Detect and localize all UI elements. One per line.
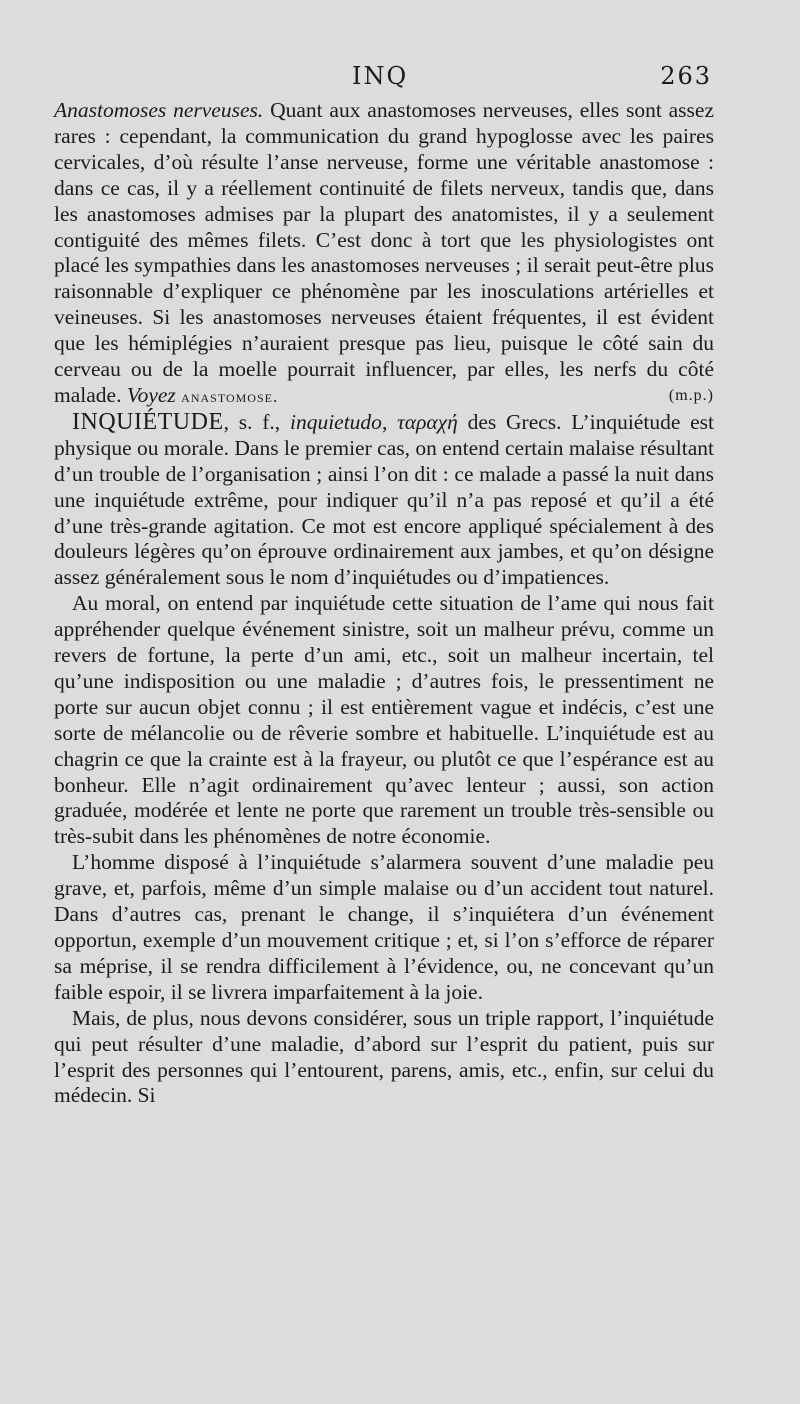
cross-reference: anastomose.	[181, 386, 279, 406]
running-head: INQ	[352, 62, 409, 90]
entry-subheading: Anastomoses nerveuses.	[54, 98, 264, 122]
body-text	[54, 98, 714, 1109]
entry-headword: INQUIÉTUDE	[72, 408, 224, 435]
greek-term: ταραχή	[397, 409, 458, 434]
paragraph-triple-rapport: Mais, de plus, nous devons considérer, sous un triple rapport, l’inquiétude qui peut résulter d’une maladie, d’abord sur l’esprit du patient, puis sur l’esprit des personnes qui l’entourent, parens, amis, etc., enfin, sur celui du médecin. Si	[54, 1005, 714, 1108]
grammar-note: , s. f.,	[223, 409, 290, 434]
paragraph-anastomoses	[54, 98, 714, 410]
paragraph-text: des Grecs. L’inquiétude est physique ou morale. Dans le premier cas, on entend certain malaise résultant d’un trouble de l’organisation ; ainsi l’on dit : ce malade a passé la nuit dans une inquiétude extrême, pour indiquer qu’il n’a pas reposé et qu’il a été d’une très-grande agitation. Ce mot est encore appliqué spécialement à des douleurs légères qu’on éprouve ordinairement aux jambes, et qu’on désigne assez généralement sous le nom d’inquiétudes ou d’impatiences.	[54, 409, 715, 590]
paragraph-entry-inquietude	[54, 410, 714, 591]
paragraph-homme: L’homme disposé à l’inquiétude s’alarmera souvent d’une maladie peu grave, et, parfois, même d’un simple malaise ou d’un accident tout naturel. Dans d’autres cas, prenant le change, il s’inquiétera d’un événement opportun, exemple d’un mouvement critique ; et, si l’on s’efforce de réparer sa méprise, il se rendra difficilement à l’évidence, ou, ne concevant qu’un faible espoir, il se livrera imparfaitement à la joie.	[54, 850, 714, 1004]
separator: ,	[381, 409, 398, 434]
page-number: 263	[660, 62, 712, 90]
paragraph-moral: Au moral, on entend par inquiétude cette situation de l’ame qui nous fait appréhender quelque événement sinistre, soit un malheur prévu, comme un revers de fortune, la perte d’un ami, etc., soit un malheur incertain, tel qu’une indisposition ou une maladie ; d’autres fois, le pressentiment ne porte sur aucun objet connu ; il est entièrement vague et indécis, c’est une sorte de mélancolie ou de rêverie sombre et habituelle. L’inquiétude est au chagrin ce que la crainte est à la frayeur, ou plutôt ce que l’espérance est au bonheur. Elle n’agit ordinairement qu’avec lenteur ; aussi, son action graduée, modérée et lente ne porte que rarement un trouble très-sensible ou très-subit dans les phénomènes de notre économie.	[54, 591, 714, 849]
latin-term: inquietudo	[289, 409, 382, 434]
page-header	[56, 62, 712, 96]
see-also-label: Voyez	[126, 382, 176, 407]
author-initials: (m.p.)	[668, 386, 714, 404]
paragraph-text: Quant aux anastomoses nerveuses, elles sont assez rares : cependant, la communication du grand hypoglosse avec les paires cervicales, d’où résulte l’anse nerveuse, forme une véritable anastomose : dans ce cas, il y a réellement continuité de filets nerveux, tandis que, dans les anastomoses admises par la plupart des anatomistes, il y a seulement contiguité des mêmes filets. C’est donc à tort que les physiologistes ont placé les sympathies dans les anastomoses nerveuses ; il serait peut-être plus raisonnable d’expliquer ce phénomène par les inosculations artérielles et veineuses. Si les anastomoses nerveuses étaient fréquentes, il est évident que les hémiplégies n’auraient presque pas lieu, puisque le côté sain du cerveau ou de la moelle pourrait influencer, par elles, les nerfs du côté malade.	[54, 98, 714, 407]
